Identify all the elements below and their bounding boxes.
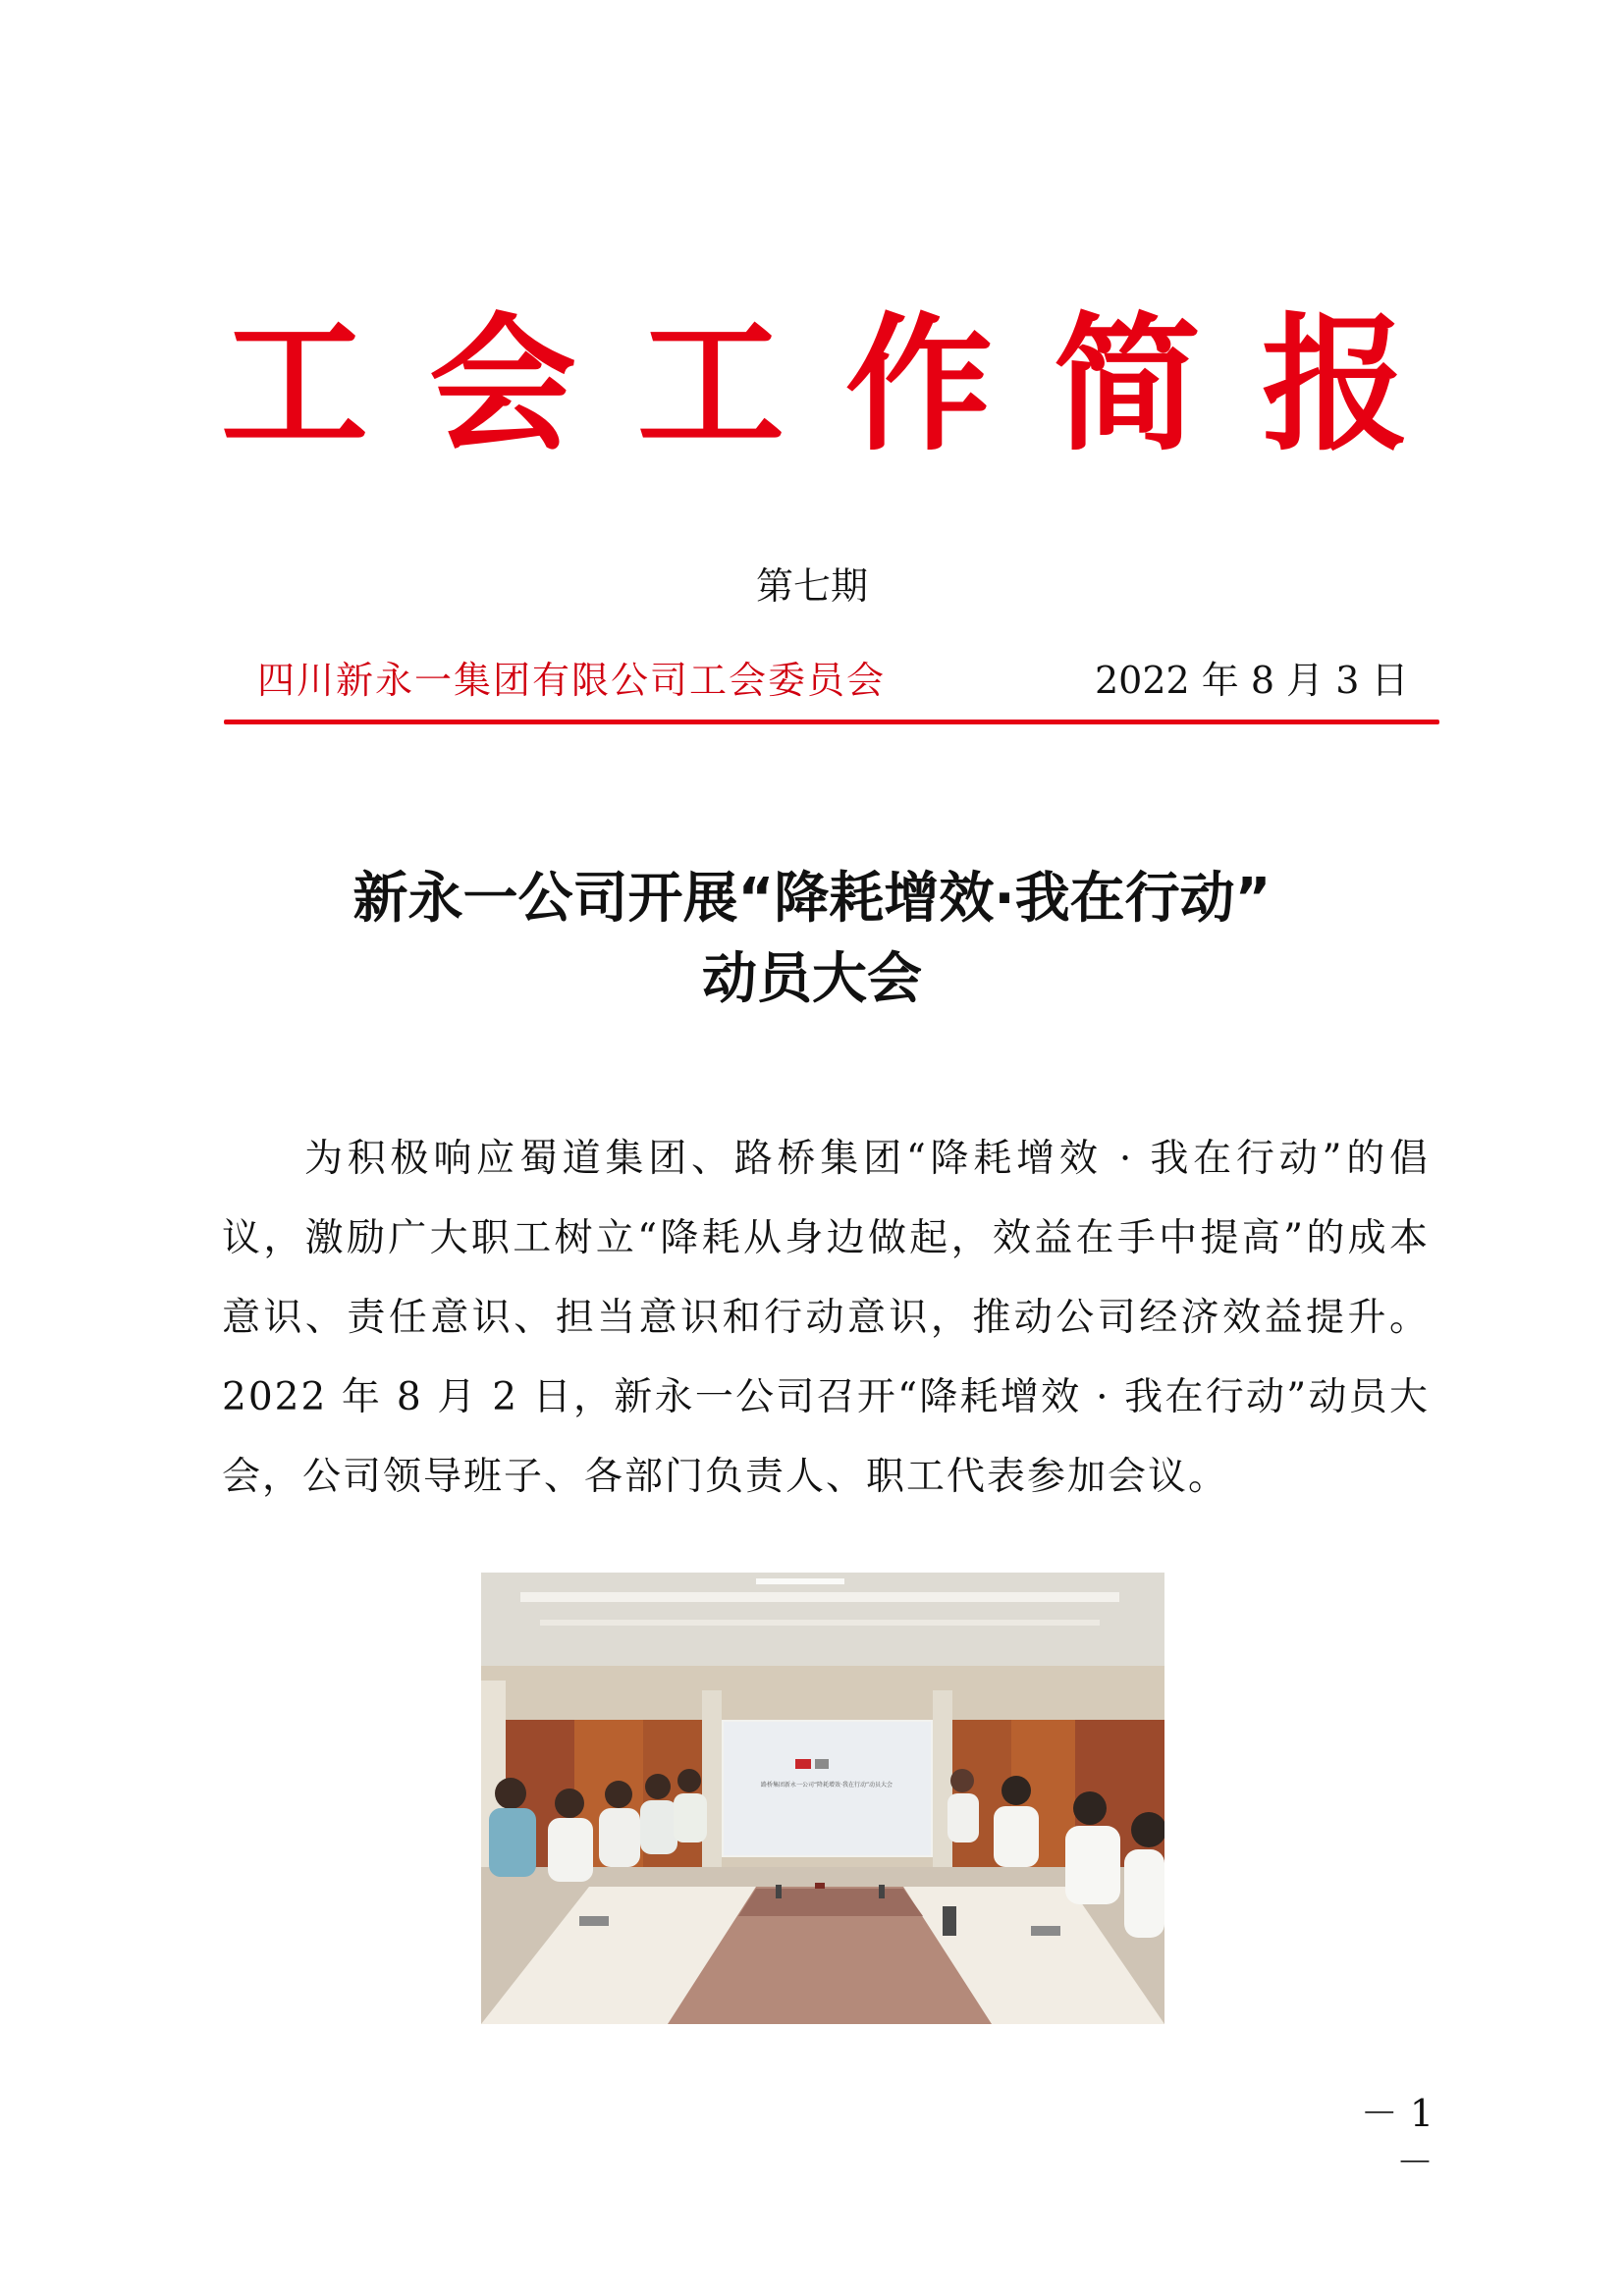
page-number: － 1 － [1360,2092,1434,2184]
meeting-photo-illustration [481,1573,1164,2024]
article-body: 为积极响应蜀道集团、路桥集团“降耗增效 · 我在行动”的倡议，激励广大职工树立“降耗从身边做起，效益在手中提高”的成本意识、责任意识、担当意识和行动意识，推动公司经济效益提升。2022 年 8 月 2 日，新永一公司召开“降耗增效 · 我在行动”动员大会，公司领导班子、各部门负责人、职工代表参加会议。 [222,1137,1430,1499]
masthead-char: 简 [1053,300,1201,471]
issuing-organization: 四川新永一集团有限公司工会委员会 [257,659,887,702]
masthead-title [221,300,1409,471]
screen-caption: 路桥集团新永一公司“降耗增效·我在行动”动员大会 [760,1782,893,1789]
masthead-char: 报 [1261,300,1409,471]
masthead-char: 工 [221,300,369,471]
masthead-char: 会 [428,300,576,471]
article-title-line2: 动员大会 [702,947,922,1011]
issue-date: 2022 年 8 月 3 日 [1095,659,1409,702]
header-divider [224,720,1439,724]
masthead-char: 工 [636,300,785,471]
article-title-line1: 新永一公司开展“降耗增效·我在行动” [352,867,1272,931]
issue-number: 第七期 [755,564,868,608]
article-title [0,859,1624,1020]
masthead-char: 作 [844,300,993,471]
meeting-photo [481,1573,1164,2024]
